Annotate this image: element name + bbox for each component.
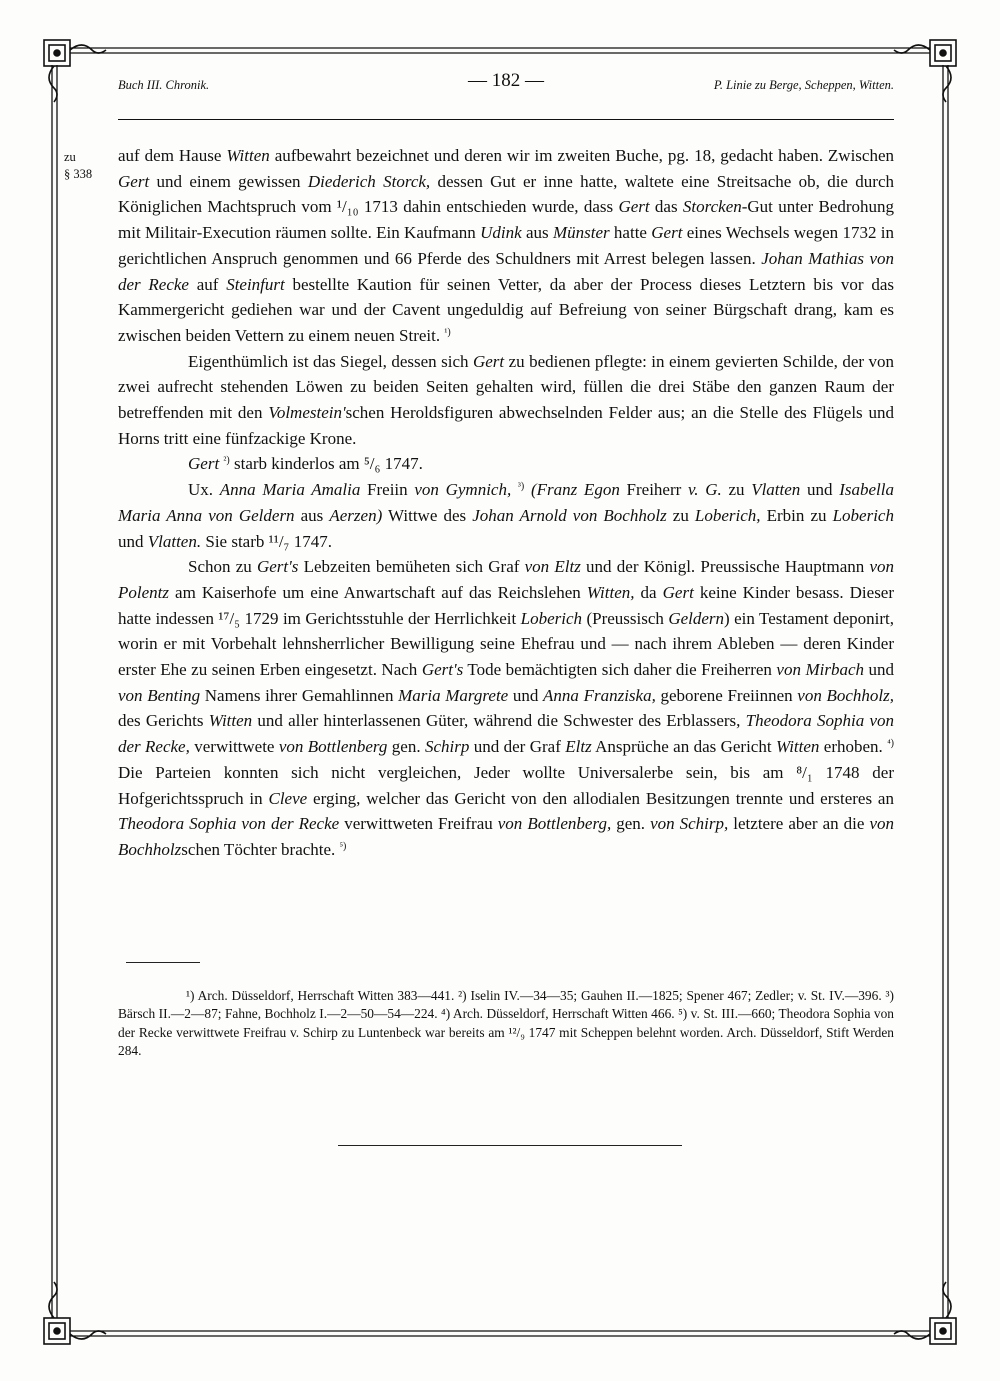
italic-name: Anna Franziska, bbox=[543, 685, 656, 705]
paragraph: auf dem Hause Witten aufbewahrt bezeichnet und deren wir im zweiten Buche, pg. 18, gedacht haben. Zwischen Gert und einem gewissen Diederich Storck, dessen Gut er inne hatte, waltete eine Streitsache ob, die durch Königlichen Machtspruch vom ¹/₁₀ 1713 dahin entschieden wurde, dass Gert das Storcken-Gut unter Bedrohung mit Militair-Execution räumen sollte. Ein Kaufmann Udink aus Münster hatte Gert eines Wechsels wegen 1732 in gerichtlichen Anspruch genommen und 66 Pferde des Schuldners mit Arrest belegen lassen. Johan Mathias von der Recke auf Steinfurt bestellte Kaution für seinen Vetter, da aber der Process dieses Letztern bis vor das Kammergericht gediehen war und der Cavent ungeduldig auf Befreiung von seiner Bürgschaft drang, kam es zwischen beiden Vettern zu einem neuen Streit. $^{^1)}$ bbox=[118, 146, 895, 345]
italic-name: von Polentz bbox=[118, 557, 895, 602]
italic-name: Schirp bbox=[424, 737, 470, 757]
italic-name: Aerzen) bbox=[329, 505, 383, 525]
body-text bbox=[118, 143, 894, 863]
corner-ornament-bottom-left bbox=[44, 1282, 106, 1344]
footnote-marker: ²) bbox=[223, 455, 230, 467]
italic-name: v. G. bbox=[687, 480, 722, 500]
paragraph: Ux. Anna Maria Amalia Freiin von Gymnich, $^{^3)}$ (Franz Egon Freiherr v. G. zu Vlatten und Isabella Maria Anna von Geldern aus Aerzen) Wittwe des Johan Arnold von Bochholz zu Loberich, Erbin zu Loberich und Vlatten. Sie starb ¹¹/₇ 1747. bbox=[118, 480, 894, 551]
italic-name: von Gymnich, bbox=[414, 480, 512, 500]
italic-name: Gert bbox=[618, 197, 650, 217]
corner-ornament-bottom-right bbox=[894, 1282, 956, 1344]
italic-name: Johan Mathias von der Recke bbox=[118, 248, 894, 294]
italic-name: Gert bbox=[188, 454, 220, 474]
corner-ornament-top-left bbox=[44, 40, 106, 102]
italic-name: Loberich bbox=[520, 608, 583, 628]
italic-name: von Schirp, bbox=[650, 814, 729, 834]
italic-name: Cleve bbox=[268, 788, 308, 808]
italic-name: Maria Margrete bbox=[398, 685, 509, 705]
italic-name: Gert bbox=[651, 223, 683, 243]
footnote-marker: ¹) bbox=[444, 326, 451, 338]
running-header bbox=[118, 70, 894, 100]
italic-name: (Franz Egon bbox=[530, 480, 620, 500]
italic-name: von Bottlenberg bbox=[278, 737, 388, 757]
paragraph: Gert $^{^2)}$ starb kinderlos am ⁵/₆ 1747. bbox=[188, 454, 423, 474]
italic-name: Geldern bbox=[668, 608, 725, 628]
italic-name: Volmestein' bbox=[268, 403, 346, 423]
italic-name: Gert bbox=[472, 351, 505, 371]
italic-name: Theodora Sophia von der Recke, bbox=[118, 711, 894, 757]
italic-name: Vlatten. bbox=[147, 531, 202, 551]
italic-name: Loberich bbox=[832, 505, 894, 525]
italic-name: Theodora Sophia von der Recke bbox=[118, 814, 340, 834]
end-rule bbox=[338, 1145, 682, 1146]
italic-name: Anna Maria Amalia bbox=[219, 480, 361, 500]
header-rule bbox=[118, 119, 894, 120]
footnotes bbox=[118, 987, 894, 1060]
italic-name: von Eltz bbox=[524, 557, 581, 577]
footnote-text: ¹) Arch. Düsseldorf, Herrschaft Witten 383—441. ²) Iselin IV.—34—35; Gauhen II.—1825; Spener 467; Zedler; v. St. IV.—396. ³) Bärsch II.—2—87; Fahne, Bochholz I.—2—50—54—224. ⁴) Arch. Düsseldorf, Herrschaft Witten 466. ⁵) v. St. III.—660; Theodora Sophia von der Recke verwittwete Freifrau v. Schirp zu Luntenbeck war bereits am ¹²/₉ 1747 mit Scheppen belehnt worden. Arch. Düsseldorf, Stift Werden 284. bbox=[118, 988, 894, 1058]
italic-name: Gert's bbox=[421, 660, 464, 680]
corner-ornament-top-right bbox=[894, 40, 956, 102]
footnote-marker: ³) bbox=[517, 481, 525, 493]
margin-note-zu: zu bbox=[64, 150, 76, 164]
italic-name: Witten bbox=[226, 146, 270, 165]
paragraph: Eigenthümlich ist das Siegel, dessen sich Gert zu bedienen pflegte: in einem gevierten Schilde, der von zwei aufrecht stehenden Löwen zu beiden Seiten gehalten wird, füllen die drei Stäbe den ganzen Raum der betreffenden mit den Volmestein'schen Heroldsfiguren abwechselnden Felder aus; an die Stelle des Flügels und Horns tritt eine fünfzackige Krone. bbox=[118, 351, 895, 448]
italic-name: von Bottlenberg, bbox=[497, 814, 612, 834]
italic-name: Gert bbox=[118, 171, 150, 191]
italic-name: Diederich Storck, bbox=[307, 171, 431, 191]
italic-name: von Bochholz, bbox=[797, 685, 895, 705]
italic-name: Isabella Maria Anna von Geldern bbox=[118, 480, 894, 525]
page-number: — 182 — bbox=[468, 70, 544, 91]
footnote-marker: ⁴) bbox=[887, 738, 895, 750]
footnote-marker: ⁵) bbox=[339, 840, 347, 852]
footnote-rule bbox=[126, 962, 200, 963]
italic-name: Witten bbox=[775, 737, 820, 757]
italic-name: Steinfurt bbox=[226, 274, 285, 294]
italic-name: Witten bbox=[208, 711, 253, 731]
italic-name: Storcken- bbox=[682, 197, 748, 217]
italic-name: Eltz bbox=[565, 737, 592, 757]
italic-name: von Mirbach bbox=[776, 660, 865, 680]
italic-name: Witten, bbox=[586, 582, 635, 602]
header-section-title: P. Linie zu Berge, Scheppen, Witten. bbox=[713, 78, 894, 92]
margin-note-section-ref: § 338 bbox=[64, 167, 93, 181]
italic-name: Vlatten bbox=[751, 480, 801, 500]
italic-name: Münster bbox=[552, 223, 610, 243]
italic-name: von Bochholz bbox=[118, 814, 894, 859]
italic-name: Gert's bbox=[256, 557, 299, 577]
italic-name: Johan Arnold von Bochholz bbox=[472, 505, 667, 525]
italic-name: von Benting bbox=[118, 685, 201, 705]
header-book-title: Buch III. Chronik. bbox=[118, 78, 210, 92]
italic-name: Loberich, bbox=[694, 505, 761, 525]
italic-name: Gert bbox=[662, 582, 694, 602]
italic-name: Udink bbox=[480, 223, 522, 243]
paragraph: Schon zu Gert's Lebzeiten bemüheten sich Graf von Eltz und der Königl. Preussische Hauptmann von Polentz am Kaiserhofe um eine Anwartschaft auf das Reichslehen Witten, da Gert keine Kinder besass. Dieser hatte indessen ¹⁷/₅ 1729 im Gerichtsstuhle der Herrlichkeit Loberich (Preussisch Geldern) ein Testament deponirt, worin er mit Vorbehalt lehnsherrlicher Bewilligung seine Ehefrau und — nach ihrem Ableben — deren Kinder erster Ehe zu seinen Erben eingesetzt. Nach Gert's Tode bemächtigten sich daher die Freiherren von Mirbach und von Benting Namens ihrer Gemahlinnen Maria Margrete und Anna Franziska, geborene Freiinnen von Bochholz, des Gerichts Witten und aller hinterlassenen Güter, während die Schwester des Erblassers, Theodora Sophia von der Recke, verwittwete von Bottlenberg gen. Schirp und der Graf Eltz Ansprüche an das Gericht Witten erhoben. $^{^4)}$ Die Parteien konnten sich nicht vergleichen, Jeder wollte Universalerbe sein, bis am ⁸/₁ 1748 der Hofgerichtsspruch in Cleve erging, welcher das Gericht von den allodialen Besitzungen trennte und ersteres an Theodora Sophia von der Recke verwittweten Freifrau von Bottlenberg, gen. von Schirp, letztere aber an die von Bochholzschen Töchter brachte. $^{^5)}$ bbox=[118, 557, 895, 859]
